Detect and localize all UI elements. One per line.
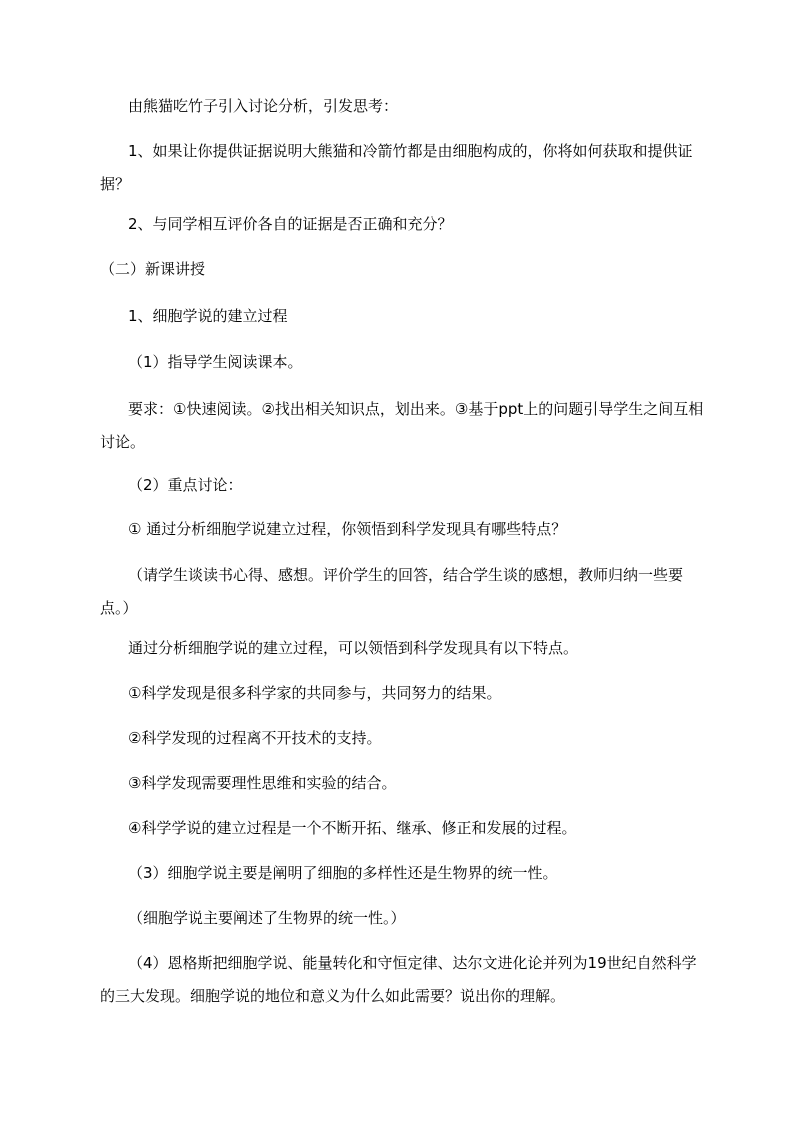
step-2-discussion: （2）重点讨论： (128, 476, 243, 494)
discussion-question: ① 通过分析细胞学说建立过程，你领悟到科学发现具有哪些特点？ (128, 520, 567, 538)
paragraph-question-1: 1、如果让你提供证据说明大熊猫和冷箭竹都是由细胞构成的，你将如何获取和提供证据？ (100, 142, 693, 193)
paragraph-question-2: 2、与同学相互评价各自的证据是否正确和充分？ (128, 215, 453, 233)
paragraph-summary: 通过分析细胞学说的建立过程，可以领悟到科学发现具有以下特点。 (128, 639, 579, 657)
feature-item-1: ①科学发现是很多科学家的共同参与，共同努力的结果。 (128, 684, 502, 702)
feature-item-3: ③科学发现需要理性思维和实验的结合。 (128, 774, 397, 792)
feature-item-2: ②科学发现的过程离不开技术的支持。 (128, 729, 382, 747)
paragraph-teacher-note: （请学生谈读书心得、感想。评价学生的回答，结合学生谈的感想，教师归纳一些要点。） (100, 566, 684, 617)
step-3-answer: （细胞学说主要阐述了生物界的统一性。） (128, 909, 406, 927)
step-4-question: （4）恩格斯把细胞学说、能量转化和守恒定律、达尔文进化论并列为19世纪自然科学的三大发现。细胞学说的地位和意义为什么如此需要？说出你的理解。 (100, 954, 697, 1005)
paragraph-requirements: 要求：①快速阅读。②找出相关知识点，划出来。③基于ppt上的问题引导学生之间互相讨论。 (100, 400, 704, 451)
feature-item-4: ④科学学说的建立过程是一个不断开拓、继承、修正和发展的过程。 (128, 819, 577, 837)
section-heading-new-lesson: （二）新课讲授 (100, 260, 206, 278)
subheading-cell-theory: 1、细胞学说的建立过程 (128, 307, 288, 325)
step-3-question: （3）细胞学说主要是阐明了细胞的多样性还是生物界的统一性。 (128, 864, 558, 882)
paragraph-intro: 由熊猫吃竹子引入讨论分析，引发思考： (128, 97, 399, 115)
step-1-reading: （1）指导学生阅读课本。 (128, 353, 303, 371)
